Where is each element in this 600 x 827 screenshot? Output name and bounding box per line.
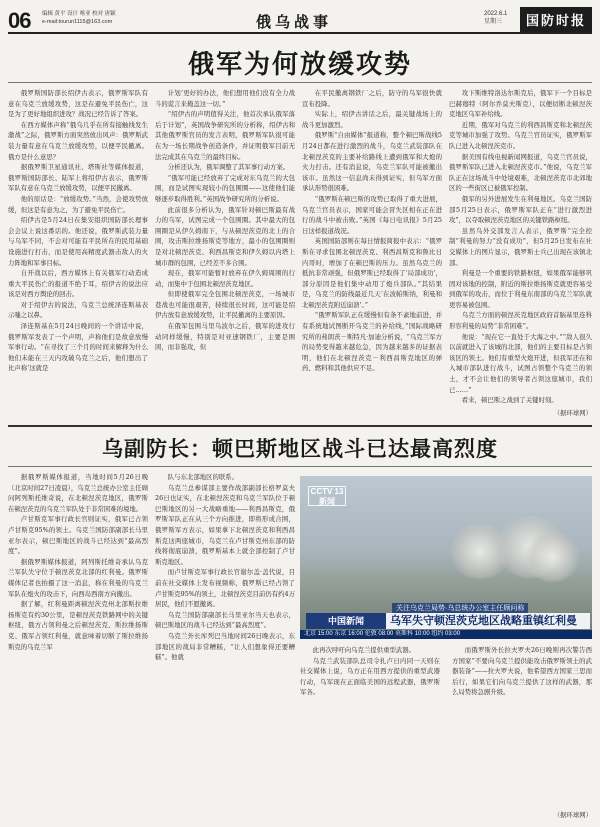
paragraph: 此再次呼吁向乌克兰提供重型武器。 [312, 646, 416, 654]
paragraph: 乌克兰总参谋部主要作战部副部长格罗莫夫26日也证实，在北顿涅茨克和乌克兰军队位于顿巴斯地区的另一大战略重地——利西昌斯克，俄罗斯军队正在从三个方向推进，即将形成合围，俄罗斯军方表示，如果拿下北顿涅茨克和利西昌斯克这两座城市，乌克兰在卢甘斯克州东部的防线将彻底崩溃，俄罗斯基本上就全部控制了卢甘斯克地区。 [155, 483, 295, 566]
paragraph: 泽连斯基在5月24日晚间的一个讲话中说，俄罗斯军发表了一个声明，声称他们是故意放慢军事行动。“在寻找了三个月的时间来解释为什么他们未能在三天内攻破乌克兰之后，他们想出了比声称‘这就是 [8, 322, 148, 373]
paragraph: 攻下斯维特洛达尔斯克后，俄军下一个目标是巴赫穆特（阿尔乔莫夫斯克），以便切断北顿涅茨克地区乌军补给线。 [449, 89, 592, 119]
paragraph: 卢甘斯克军事行政长官则证实，俄军已占领卢甘斯克95%的领土。乌克兰国防部副部长马里亚尔表示，顿巴斯地区的战斗已经达到“最高烈度”。 [8, 515, 148, 556]
paragraph: 而俄罗斯外长拉夫罗夫26日晚则再次警告西方国家“不要向乌克兰提供能攻击俄罗斯领土的武器装备”——拉夫罗夫说，他希望西方国家三思而后行，如果它们向乌克兰提供了这样的武器，那么局势将急剧升级。 [452, 646, 592, 697]
paragraph: “俄罗斯军队正在缓慢但有条不紊地前进，并有系统地试图断开乌克兰的补给线，”国际战略研究所的弗朗茨－斯特凡·加迪分析说，“乌克兰军方的局势变得越来越危急，因为越来越多的证据表明，他们在北顿涅茨克－利西昌斯克地区的弹药、燃料和其他供应不足。 [302, 311, 442, 373]
smoke-plume [525, 532, 580, 582]
channel-sub: 新闻 [319, 497, 335, 506]
paragraph: 此前很多分析认为，俄军针对顿巴斯最有战力的乌军，试图完成一个包围圈。其中最大的包围圈是从伊久姆南下，与从顿涅茨克的北上的合围，攻击斯拉维扬斯克等地方，最小的包围圈则是对北顿涅茨克、利西昌斯克和伊久姆以内塔上城市群的包围，已经差不多合围。 [155, 205, 295, 267]
paragraph: 俄军的另外进展发生在利曼地区。乌克兰国防部5月25日表示，俄罗斯军队正在“进行激烈进攻”，以夺取顿涅茨克地区的关键铁路枢纽。 [449, 194, 592, 225]
paragraph: 俄罗斯国防部长绍伊古表示，俄罗斯军队有意在乌克兰放缓攻势，这是在避免平民伤亡，这是为了更好地组织进攻？战况已经告诉了答案。 [8, 89, 148, 119]
article1-col3 [302, 88, 442, 422]
paragraph: 俄罗斯“自由媒体”报道称，整个顿巴斯战线5月24日都在进行激烈的战斗，乌克兰武装部队在北顿涅茨克的主要补给路线上遭到俄军和大炮的火力打击。还有消息说，乌克兰军队可能被撤出该市。虽然这一信息尚未得到证实，但乌军方面承认形势很困难。 [302, 131, 442, 193]
paragraph: 据了解，红利曼距离顿涅茨克州北部斯拉维扬斯克有约30公里，是顿涅茨克铁路网中的关键枢纽，俄方占领利曼之后顿涅茨克、斯拉维扬斯克、俄军占领红利曼，就意味着切断了斯拉维扬斯克的乌克兰军 [8, 600, 148, 651]
article1-author: （据环球网） [553, 409, 592, 417]
ticker-tag: 中国新闻 [306, 613, 386, 629]
paragraph: 分析还认为，俄军调整了其军事行动方案。 [167, 163, 290, 172]
ticker-crawl: 北京 15:00 东京 16:00 伦敦 08:00 莫斯科 10:00 纽约 03:00 [300, 630, 592, 639]
article1-headline: 俄军为何放缓攻势 [187, 49, 412, 79]
paragraph: 据俄罗斯卫星通讯社、塔斯社等媒体报道，俄罗斯国防部长、陆军上将绍伊古表示，俄罗斯军队有意在乌克兰放缓攻势，以便平民撤离。 [8, 163, 148, 193]
section-title: 俄乌战事 [256, 13, 333, 31]
paragraph: 英国国防部则在每日情报简报中表示：“俄罗斯在寻求包围北顿涅茨克、利西昌斯克和鲁比日内哥时，增加了在顿巴斯的压力。虽然乌克兰的抵抗非常顽强，但俄罗斯已经取得了‘局部成功’，部分原因是他们集中动用了炮兵部队。”其结果是，乌克兰的防线最近几天‘在波帕斯纳，利曼和北顿涅茨克附近崩溃’。” [302, 237, 442, 309]
newspaper-logo: 国防时报 [520, 7, 592, 32]
paragraph: 绍伊古是5月24日在集安组织国防部长理事会会议上说这番话的。他还说，俄罗斯武装力量与乌军不同，不会对可能有平民所在的民用基础设施进行打击，而是使用高精度武器击敌人的火力阵地和军事目标。 [8, 216, 148, 267]
paragraph: 乌克兰武装部队总司令扎卢日内同一天则在社交媒体上说，乌方正在用西方提供的重型武器行动，乌军现在正面临美国的远程武器，俄罗斯军各。 [300, 656, 440, 697]
paragraph: 在平民撤离钢铁厂之后，防守的乌军很快就宣布投降。 [302, 89, 442, 108]
paragraph: 近期，俄军对乌克兰的利西昌斯克和北顿涅茨克等城市加强了攻势。乌克兰官员证实，俄罗斯军队已进入北顿涅茨克市。 [449, 120, 592, 150]
divider [8, 466, 592, 467]
paragraph: 实际上，绍伊古讲话之后，最关键战场上的战斗更加激烈。 [302, 110, 442, 129]
editors-line: 编辑 黄平 设计 喀亚 校对 唐颖 [42, 11, 116, 17]
paragraph: 虽然乌外交部发言人表示，俄罗斯“完全控制”利曼的努力“没有成功”，但5月25日发布在社交媒体上的图片显示，俄罗斯士兵已出现在该镇北部。 [449, 226, 592, 267]
weekday-text: 星期三 [484, 19, 503, 25]
paragraph: 对于绍伊古的说法，乌克兰总统泽连斯基表示嗤之以鼻。 [8, 300, 148, 320]
ticker-kicker: 关注乌克兰局势·乌总统办公室主任顾问称 [392, 603, 528, 613]
channel-logo [308, 486, 346, 506]
paragraph: 现在，俄军可能暂时放弃在伊久姆周围的行动，而集中于包围北顿涅茨克地区。 [155, 269, 295, 288]
paragraph: 乌克兰方面的顿涅茨克地区政府首脑基里连科形容利曼的局势“非常困难”。 [449, 311, 592, 331]
paragraph: 看来，顿巴斯之战到了关键时刻。 [461, 396, 558, 405]
page-number: 06 [8, 8, 31, 33]
article1-col4 [449, 88, 592, 408]
article2-author-wrap [452, 810, 592, 822]
article2-author: （据环球网） [553, 811, 592, 819]
article1-author-wrap [449, 408, 592, 420]
paragraph: 乌克兰国防部副部长马里亚尔当天也表示，顿巴斯地区的战斗已经达到“最高烈度”。 [155, 610, 295, 630]
article2-col2 [155, 472, 295, 822]
article2-col4 [452, 645, 592, 810]
paragraph: 他的原话是：“放缓攻势。”当然，会使攻势放缓，但这是有意为之，为了避免平民伤亡。 [8, 194, 148, 214]
paragraph: “俄罗斯在顿巴斯的攻势已取得了重大进展，乌克兰官员表示，国家可能会冒失区相在正在进行的战斗中被击败。”英国《每日电讯报》5月25日这样报道战况。 [302, 194, 442, 235]
paragraph: 据俄罗斯媒体报道，当地时间5月26日晚（北京时间27日凌晨），乌克兰总统办公室主任顾问阿列斯托维奇说，在北顿涅茨克地区，俄罗斯在顿涅茨克的乌克兰军队处于非常困难的境地。 [8, 473, 148, 513]
ticker-headline: 乌军失守顿涅茨克地区战略重镇红利曼 [386, 613, 590, 629]
email-line: e-mail:tourun1115@163.com [42, 19, 113, 25]
paragraph: 乌克兰外长库列巴当地时间26日晚表示，东部地区的战局非常糟糕，“让人们想象得还要糟糕”。他就 [155, 631, 295, 662]
paragraph: 计划’更好的办法，他们想用他们没有全力战斗的谎言来掩盖这一切。” [155, 89, 295, 108]
paragraph: 在俄军包围马里乌波尔之后，俄军的进攻行动同样缓慢，特别是对亚速钢铁厂，主要是围困，而非强攻，但 [155, 322, 295, 352]
channel-name: CCTV 13 [310, 487, 344, 496]
article1-col1 [8, 88, 148, 422]
paragraph: 自开战以后，西方媒体上有关俄军行动造成重大平民伤亡的报道不绝于耳，绍伊古的说法应该是对西方舆论的回击。 [8, 269, 148, 299]
article2-headline: 乌副防长：顿巴斯地区战斗已达最高烈度 [102, 438, 498, 461]
paragraph: 利曼是一个重要的铁路枢纽，如果俄军能够巩固对该地的控制，附近的斯拉维扬斯克就更容易受到俄军的攻击，而位于利曼东南部的乌克兰军队就更容易被包围。 [449, 269, 592, 309]
paragraph: “俄军可能已经放弃了完成对东乌克兰的大包围，而是试图实现较小的包围圈——这使他们能够逐步取得胜利。”英国战争研究所的分析说。 [155, 173, 295, 203]
section-divider [8, 425, 592, 427]
paragraph: 在西方媒体声称“俄乌几乎在所有接触线发生激战”之际，俄罗斯方面突然放出风声：俄罗斯武装力量有意在乌克兰放缓攻势，以便平民撤离。俄方是什么意思？ [8, 120, 148, 161]
article1-col2 [155, 88, 295, 422]
paragraph: 但即使俄军完全包围北顿涅茨克，一场城市巷战也可能很艰苦，持续很长时间，这可能是绍伊古放有意放缓攻势，让平民撤离的主要原因。 [155, 290, 295, 320]
date-text: 2022.6.1 [484, 11, 508, 17]
paragraph: 而卢甘斯克军事行政长官谢尔盖·盖代说，目前在社交媒体上发布视频称，俄罗斯已经占领了卢甘斯克95%的领土，北顿涅茨克目前仍有约4万居民，他们不愿撤离。 [155, 568, 295, 609]
article2-col3 [300, 645, 440, 822]
article2-col1 [8, 472, 148, 822]
editor-credits [42, 10, 116, 26]
paragraph: 他说：“现在它一直处于大海之中。”“敌人很久以前就进入了该城的北部，他们的主要目标是占领该区的领土。他们有重型火炮开进，但我军还在和入城市部队进行战斗，试图占领整个乌克兰的领土，才不会让他们的领导者占领这座城市，我们已……” [449, 332, 592, 394]
paragraph: 据美国有线电视新闻网报道，乌克兰官员说，俄罗斯军队已进入北顿涅茨克市。”他说，乌克兰军队正在这场战斗中处境艰难，北顿涅茨克市北郊地区的一些街区已被俄军控制。 [449, 152, 592, 193]
masthead [8, 6, 592, 34]
news-photo [300, 476, 592, 639]
paragraph: 队与东北部地区的联系。 [167, 473, 239, 481]
paragraph: “绍伊古的声明值得关注，他首次承认俄军落后于计划”，英国战争研究所的分析称，绍伊古和其他俄罗斯官员的发言表明，俄罗斯军队很可能在为一场长期战争创造条件，并证明俄军目前无法完成其在乌克兰的最终目标。 [155, 110, 295, 161]
issue-date [484, 10, 507, 26]
paragraph: 据俄罗斯媒体报道，阿列斯托维奇承认乌克兰军队失守位于顿涅茨克北部的红利曼。俄罗斯媒体记者也拍摄了这一消息，称在利曼的乌克兰军队在炮火的攻击下，向西岛西南方向撤出。 [8, 557, 148, 598]
news-ticker [300, 601, 592, 639]
divider [8, 82, 592, 83]
